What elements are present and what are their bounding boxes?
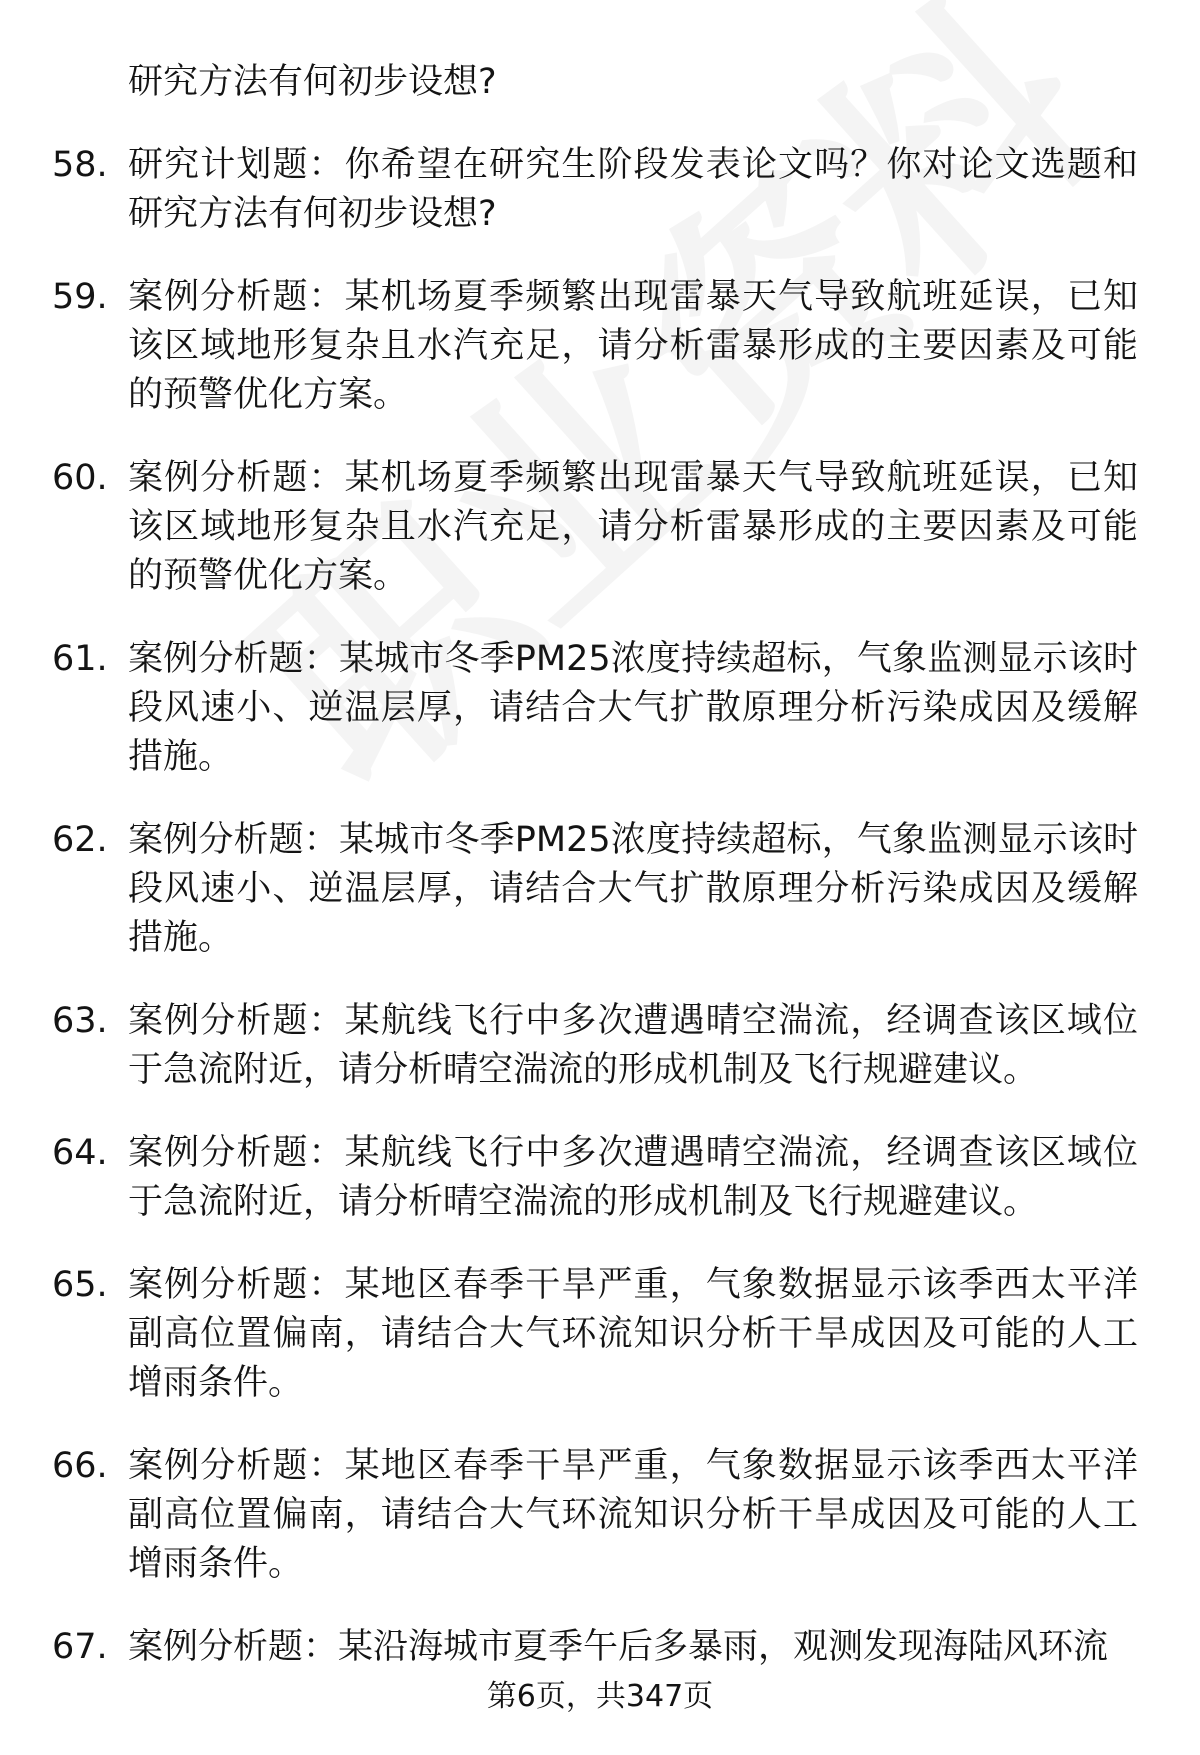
question-number: 61. [52,639,108,679]
question-list [0,141,1200,1706]
question-number: 60. [52,458,108,498]
question-item [0,997,1200,1095]
question-item [0,454,1200,601]
question-text: 案例分析题：某机场夏季频繁出现雷暴天气导致航班延误，已知该区域地形复杂且水汽充足，请分析雷暴形成的主要因素及可能的预警优化方案。 [128,277,1138,415]
question-item [0,1442,1200,1589]
page-footer: 第6页，共347页 [486,1679,714,1714]
question-item [0,1261,1200,1408]
question-text: 研究计划题：你希望在研究生阶段发表论文吗？你对论文选题和研究方法有何初步设想? [128,145,1138,234]
question-number: 59. [52,277,108,317]
question-item [0,1129,1200,1227]
question-number: 62. [52,820,108,860]
question-item [0,1623,1200,1672]
question-text: 案例分析题：某地区春季干旱严重，气象数据显示该季西太平洋副高位置偏南，请结合大气环流知识分析干旱成因及可能的人工增雨条件。 [128,1446,1138,1584]
question-item [0,635,1200,782]
question-number: 63. [52,1001,108,1041]
question-number: 58. [52,145,108,185]
question-text: 案例分析题：某城市冬季PM25浓度持续超标，气象监测显示该时段风速小、逆温层厚，请结合大气扩散原理分析污染成因及缓解措施。 [128,639,1138,777]
continuation-text: 研究方法有何初步设想? [128,62,497,102]
question-item [0,273,1200,420]
question-text: 案例分析题：某城市冬季PM25浓度持续超标，气象监测显示该时段风速小、逆温层厚，请结合大气扩散原理分析污染成因及缓解措施。 [128,820,1138,958]
question-number: 64. [52,1133,108,1173]
question-item [0,141,1200,239]
question-item [0,816,1200,963]
question-text: 案例分析题：某沿海城市夏季午后多暴雨，观测发现海陆风环流 [128,1627,1109,1667]
question-text: 案例分析题：某航线飞行中多次遭遇晴空湍流，经调查该区域位于急流附近，请分析晴空湍流的形成机制及飞行规避建议。 [128,1133,1138,1222]
question-text: 案例分析题：某地区春季干旱严重，气象数据显示该季西太平洋副高位置偏南，请结合大气环流知识分析干旱成因及可能的人工增雨条件。 [128,1265,1138,1403]
question-number: 65. [52,1265,108,1305]
question-text: 案例分析题：某机场夏季频繁出现雷暴天气导致航班延误，已知该区域地形复杂且水汽充足，请分析雷暴形成的主要因素及可能的预警优化方案。 [128,458,1138,596]
question-number: 67. [52,1627,108,1667]
question-number: 66. [52,1446,108,1486]
question-text: 案例分析题：某航线飞行中多次遭遇晴空湍流，经调查该区域位于急流附近，请分析晴空湍流的形成机制及飞行规避建议。 [128,1001,1138,1090]
